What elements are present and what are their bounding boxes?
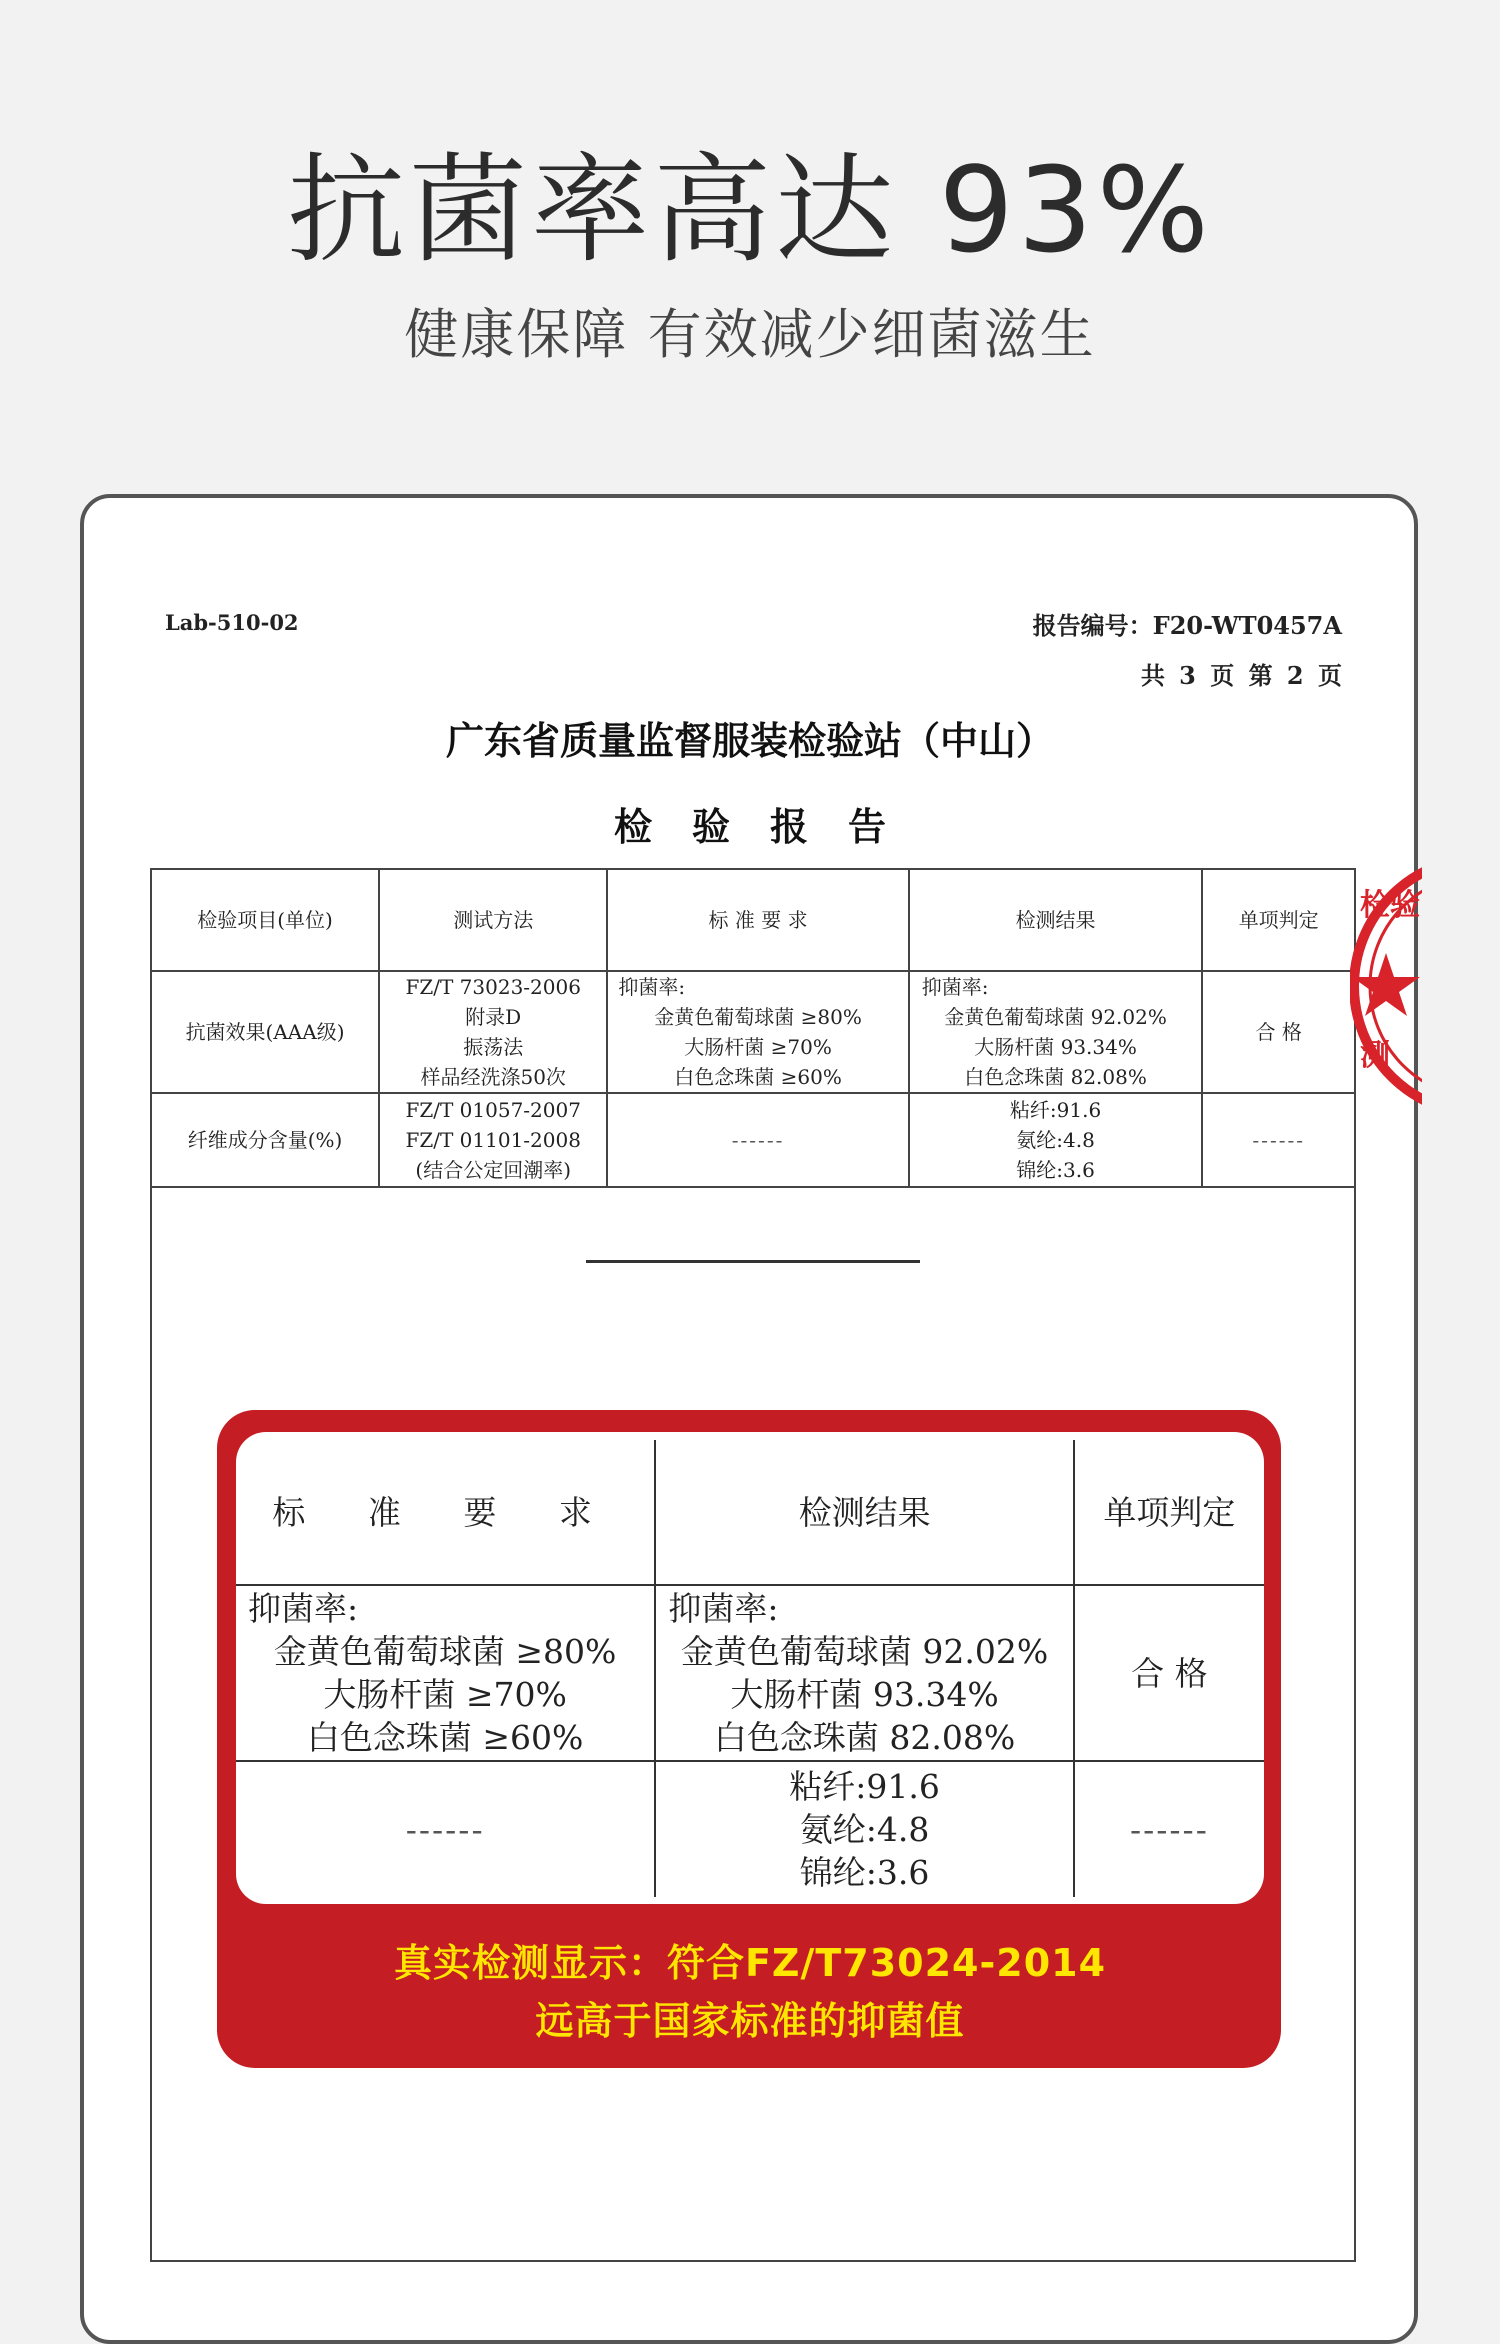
method-line: 样品经洗涤50次 xyxy=(420,1065,566,1089)
result-line: 金黄色葡萄球菌 92.02% xyxy=(944,1005,1167,1029)
report-table-header xyxy=(151,869,1355,971)
requirement-line: 抑菌率: xyxy=(618,975,686,999)
header-item: 检验项目(单位) xyxy=(151,869,379,971)
result-line: 粘纤:91.6 xyxy=(789,1767,940,1806)
hero-title: 抗菌率高达 93% xyxy=(287,141,1213,279)
svg-text:检验: 检验 xyxy=(1360,888,1420,923)
result-line: 白色念珠菌 82.08% xyxy=(713,1718,1016,1757)
row-judgement: ------ xyxy=(1202,1093,1355,1187)
requirement-line: 大肠杆菌 ≥70% xyxy=(323,1675,567,1714)
row-method xyxy=(379,971,607,1093)
table-row xyxy=(236,1761,1264,1897)
result-line: 氨纶:4.8 xyxy=(799,1810,930,1849)
method-line: 附录D xyxy=(465,1005,522,1029)
zoom-row2-result xyxy=(655,1761,1073,1897)
report-table xyxy=(150,868,1356,1188)
method-line: (结合公定回潮率) xyxy=(415,1158,572,1182)
document-end-line xyxy=(586,1260,920,1263)
requirement-line: 白色念珠菌 ≥60% xyxy=(306,1718,584,1757)
header-requirement: 标 准 要 求 xyxy=(607,869,908,971)
zoom-judgement: 合 格 xyxy=(1074,1585,1264,1761)
promo-line-1: 真实检测显示：符合FZ/T73024-2014 xyxy=(393,1941,1107,1985)
row-method xyxy=(379,1093,607,1187)
result-line: 大肠杆菌 93.34% xyxy=(730,1675,999,1714)
row-item: 抗菌效果(AAA级) xyxy=(151,971,379,1093)
method-line: FZ/T 73023-2006 xyxy=(405,975,581,999)
stamp-graphic xyxy=(1350,855,1422,1117)
result-line: 抑菌率: xyxy=(668,1589,779,1628)
report-number: 报告编号：F20-WT0457A xyxy=(1032,611,1342,640)
header-judgement: 单项判定 xyxy=(1202,869,1355,971)
inspection-stamp xyxy=(1350,855,1422,1117)
zoom-table xyxy=(236,1440,1264,1897)
result-line: 锦纶:3.6 xyxy=(1016,1158,1095,1182)
requirement-line: 大肠杆菌 ≥70% xyxy=(684,1035,832,1059)
document-code: Lab-510-02 xyxy=(165,610,299,635)
result-line: 大肠杆菌 93.34% xyxy=(974,1035,1137,1059)
requirement-line: 金黄色葡萄球菌 ≥80% xyxy=(273,1632,617,1671)
requirement-line: 金黄色葡萄球菌 ≥80% xyxy=(654,1005,862,1029)
zoom-header-result: 检测结果 xyxy=(655,1440,1073,1585)
table-row xyxy=(151,971,1355,1093)
organization-name: 广东省质量监督服装检验站（中山） xyxy=(445,719,1054,763)
zoom-result xyxy=(655,1585,1073,1761)
row-judgement: 合 格 xyxy=(1202,971,1355,1093)
hero-subtitle: 健康保障 有效减少细菌滋生 xyxy=(404,303,1096,366)
result-line: 氨纶:4.8 xyxy=(1016,1128,1095,1152)
result-line: 粘纤:91.6 xyxy=(1009,1098,1102,1122)
zoom-header-requirement: 标 准 要 求 xyxy=(236,1440,655,1585)
header-result: 检测结果 xyxy=(909,869,1203,971)
svg-text:测: 测 xyxy=(1360,1038,1390,1073)
table-row xyxy=(236,1585,1264,1761)
result-line: 抑菌率: xyxy=(921,975,989,999)
result-line: 金黄色葡萄球菌 92.02% xyxy=(680,1632,1049,1671)
report-title: 检验报告 xyxy=(613,805,926,849)
row-requirement xyxy=(607,971,908,1093)
row-result xyxy=(909,971,1203,1093)
row-result xyxy=(909,1093,1203,1187)
method-line: FZ/T 01101-2008 xyxy=(405,1128,581,1152)
row-item: 纤维成分含量(%) xyxy=(151,1093,379,1187)
page-count: 共 3 页 第 2 页 xyxy=(1140,661,1342,690)
zoom-row2-requirement: ------ xyxy=(236,1761,655,1897)
zoom-row2-judgement: ------ xyxy=(1074,1761,1264,1897)
result-line: 白色念珠菌 82.08% xyxy=(964,1065,1147,1089)
zoom-table-header xyxy=(236,1440,1264,1585)
method-line: 振荡法 xyxy=(463,1035,524,1059)
header-method: 测试方法 xyxy=(379,869,607,971)
requirement-line: 白色念珠菌 ≥60% xyxy=(674,1065,842,1089)
result-line: 锦纶:3.6 xyxy=(799,1853,930,1892)
zoom-requirement xyxy=(236,1585,655,1761)
row-requirement: ------ xyxy=(607,1093,908,1187)
table-row xyxy=(151,1093,1355,1187)
method-line: FZ/T 01057-2007 xyxy=(405,1098,581,1122)
zoom-header-judgement: 单项判定 xyxy=(1074,1440,1264,1585)
promo-line-2: 远高于国家标准的抑菌值 xyxy=(535,1999,965,2043)
requirement-line: 抑菌率: xyxy=(248,1589,359,1628)
